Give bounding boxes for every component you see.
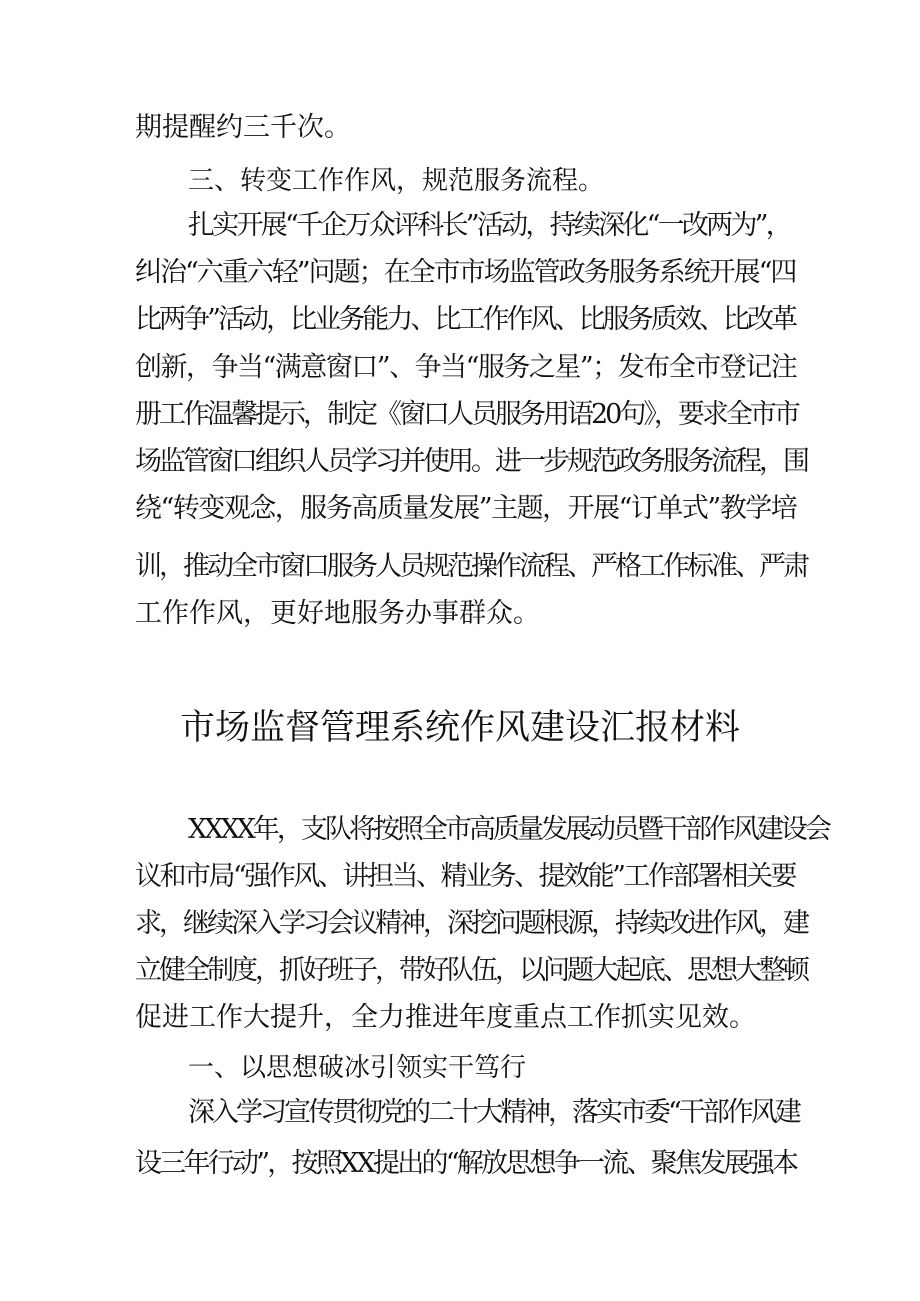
paragraph-line: 创新，争当“满意窗口”、争当“服务之星”；发布全市登记注 bbox=[135, 352, 797, 383]
paragraph-line: 设三年行动”，按照XX提出的“解放思想争一流、聚焦发展强本 bbox=[135, 1148, 797, 1179]
section-heading-1: 一、以思想破冰引领实干笃行 bbox=[188, 1053, 527, 1083]
paragraph-line: 纠治“六重六轻”问题；在全市市场监管政务服务系统开展“四 bbox=[135, 257, 796, 288]
paragraph-line: 册工作温馨提示，制定《窗口人员服务用语20句》，要求全市市 bbox=[135, 399, 798, 430]
paragraph-line: 绕“转变观念，服务高质量发展”主题，开展“订单式”教学培 bbox=[135, 493, 797, 524]
paragraph-line: 议和市局“强作风、讲担当、精业务、提效能”工作部署相关要 bbox=[135, 861, 795, 892]
paragraph-line: XXXX年，支队将按照全市高质量发展动员暨干部作风建设会 bbox=[188, 814, 829, 845]
paragraph-line: 立健全制度，抓好班子，带好队伍，以问题大起底、思想大整顿 bbox=[135, 955, 807, 986]
section-heading-3: 三、转变工作作风，规范服务流程。 bbox=[188, 166, 605, 196]
document-title: 市场监督管理系统作风建设汇报材料 bbox=[179, 708, 740, 748]
paragraph-line: 求，继续深入学习会议精神，深挖问题根源，持续改进作风，建 bbox=[135, 908, 807, 939]
paragraph-line: 比两争”活动，比业务能力、比工作作风、比服务质效、比改革 bbox=[135, 304, 795, 335]
paragraph-line: 促进工作大提升，全力推进年度重点工作抓实见效。 bbox=[135, 1002, 756, 1033]
paragraph-tail: 期提醒约三千次。 bbox=[135, 112, 351, 143]
paragraph-line: 训，推动全市窗口服务人员规范操作流程、严格工作标准、严肃 bbox=[135, 551, 807, 582]
paragraph-line: 工作作风，更好地服务办事群众。 bbox=[135, 598, 540, 629]
paragraph-line: 深入学习宣传贯彻党的二十大精神，落实市委“干部作风建 bbox=[188, 1097, 799, 1128]
paragraph-line: 场监管窗口组织人员学习并使用。进一步规范政务服务流程，围 bbox=[135, 446, 807, 477]
paragraph-line: 扎实开展“千企万众评科长”活动，持续深化“一改两为”， bbox=[188, 210, 790, 241]
